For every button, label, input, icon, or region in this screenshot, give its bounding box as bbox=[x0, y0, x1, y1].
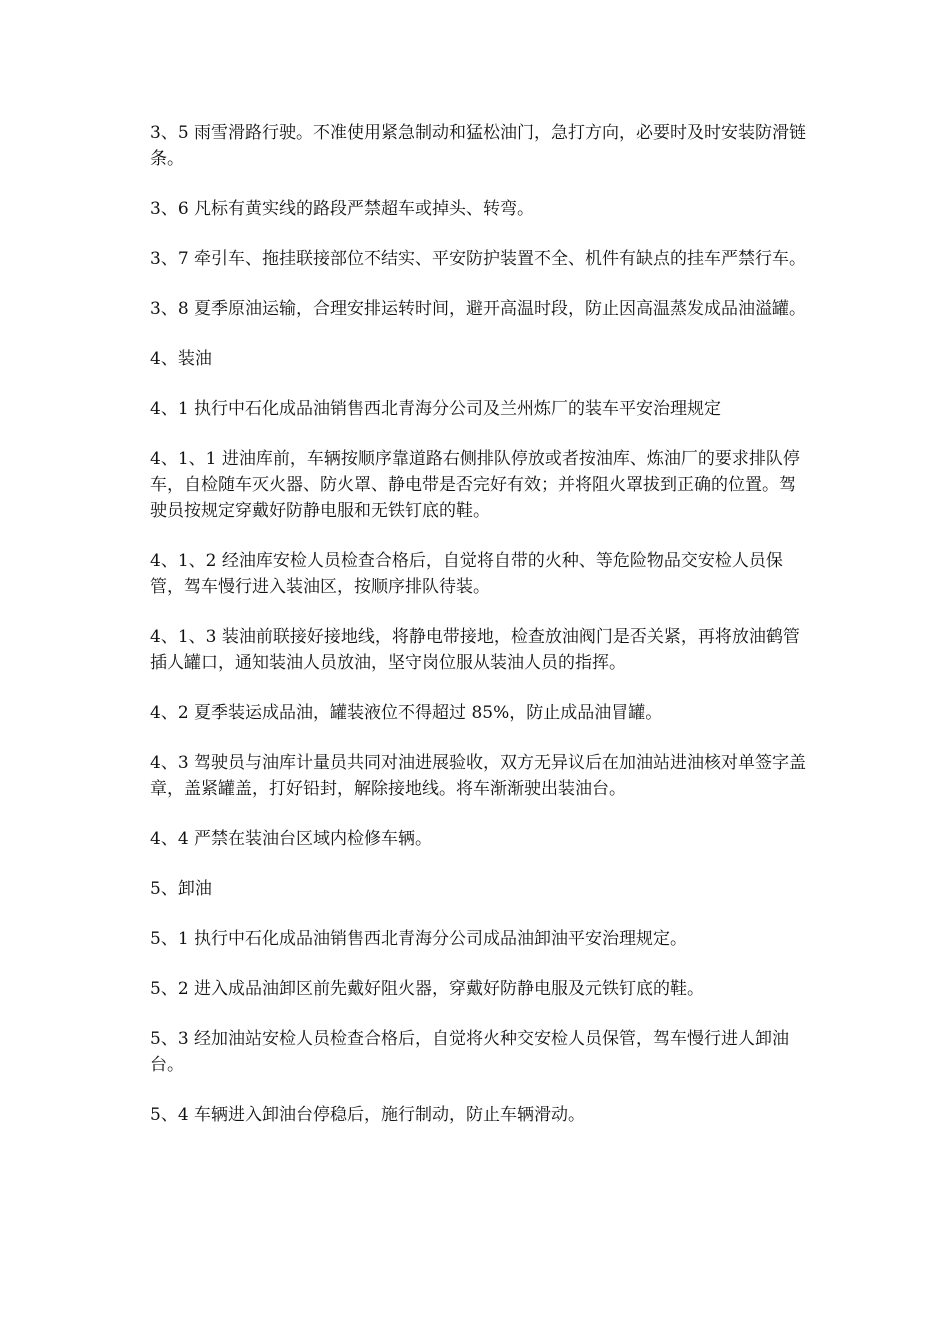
paragraph-4-1-3: 4、1、3 装油前联接好接地线，将静电带接地，检查放油阀门是否关紧，再将放油鹤管插人罐口，通知装油人员放油，坚守岗位服从装油人员的指挥。 bbox=[150, 627, 800, 673]
paragraph-3-7: 3、7 牵引车、拖挂联接部位不结实、平安防护装置不全、机件有缺点的挂车严禁行车。 bbox=[150, 249, 807, 269]
paragraph-4-1-2: 4、1、2 经油库安检人员检查合格后，自觉将自带的火种、等危险物品交安检人员保管，驾车慢行进入装油区，按顺序排队待装。 bbox=[150, 551, 783, 597]
paragraph-4-1-1: 4、1、1 进油库前，车辆按顺序靠道路右侧排队停放或者按油库、炼油厂的要求排队停车，自检随车灭火器、防火罩、静电带是否完好有效；并将阻火罩拔到正确的位置。驾驶员按规定穿戴好防静电服和无铁钉底的鞋。 bbox=[150, 449, 800, 521]
paragraph-3-6: 3、6 凡标有黄实线的路段严禁超车或掉头、转弯。 bbox=[150, 199, 535, 219]
paragraph-4-2: 4、2 夏季装运成品油，罐装液位不得超过 85%，防止成品油冒罐。 bbox=[150, 703, 663, 723]
section-heading-4: 4、装油 bbox=[150, 349, 212, 369]
paragraph-3-8: 3、8 夏季原油运输，合理安排运转时间，避开高温时段，防止因高温蒸发成品油溢罐。 bbox=[150, 299, 807, 319]
paragraph-5-3: 5、3 经加油站安检人员检查合格后，自觉将火种交安检人员保管，驾车慢行进人卸油台。 bbox=[150, 1029, 790, 1075]
paragraph-5-2: 5、2 进入成品油卸区前先戴好阻火器，穿戴好防静电服及元铁钉底的鞋。 bbox=[150, 979, 705, 999]
section-heading-5: 5、卸油 bbox=[150, 879, 212, 899]
paragraph-4-3: 4、3 驾驶员与油库计量员共同对油进展验收，双方无异议后在加油站进油核对单签字盖章，盖紧罐盖，打好铅封，解除接地线。将车渐渐驶出装油台。 bbox=[150, 753, 807, 799]
paragraph-5-4: 5、4 车辆进入卸油台停稳后，施行制动，防止车辆滑动。 bbox=[150, 1105, 586, 1125]
paragraph-5-1: 5、1 执行中石化成品油销售西北青海分公司成品油卸油平安治理规定。 bbox=[150, 929, 688, 949]
paragraph-4-1: 4、1 执行中石化成品油销售西北青海分公司及兰州炼厂的装车平安治理规定 bbox=[150, 399, 722, 419]
paragraph-3-5: 3、5 雨雪滑路行驶。不准使用紧急制动和猛松油门，急打方向，必要时及时安装防滑链条。 bbox=[150, 123, 807, 169]
document-body bbox=[150, 120, 810, 1152]
paragraph-4-4: 4、4 严禁在装油台区域内检修车辆。 bbox=[150, 829, 433, 849]
